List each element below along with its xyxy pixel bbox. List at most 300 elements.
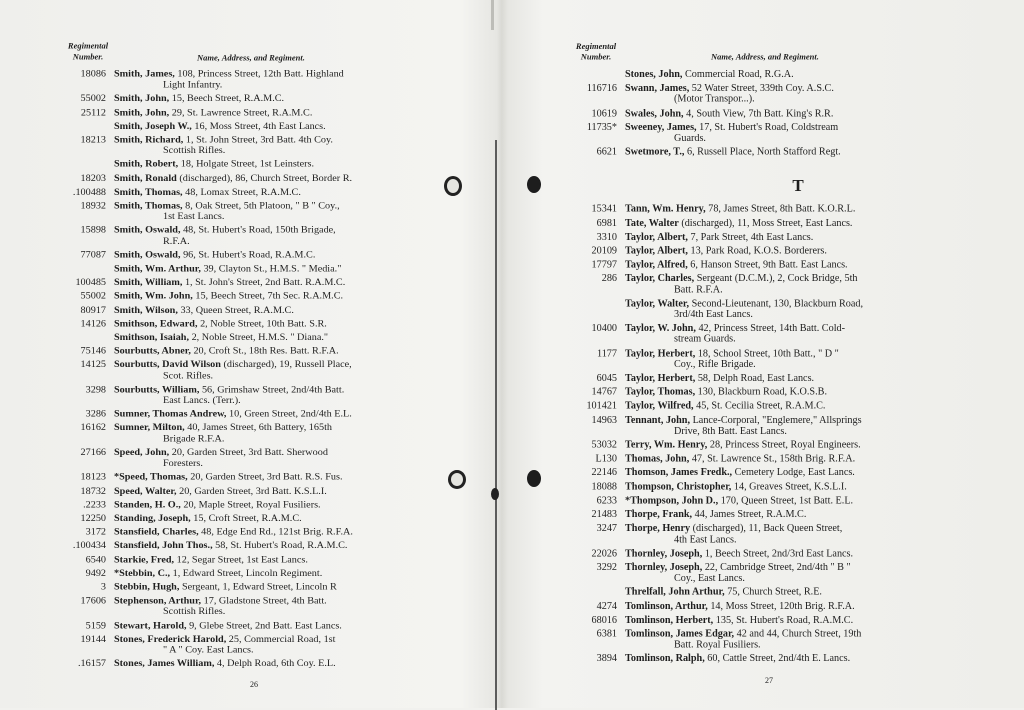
roll-entry xyxy=(44,107,444,118)
address-regiment: 42 and 44, Church Street, 19th xyxy=(736,628,862,640)
reg-header-line1: Regimental xyxy=(575,40,617,51)
address-regiment: 20, Croft St., 18th Res. Batt. R.F.A. xyxy=(193,346,339,357)
roll-entry xyxy=(568,260,968,271)
address-regiment: 39, Clayton St., H.M.S. " Media." xyxy=(203,263,342,275)
entry-text xyxy=(625,495,968,506)
address-regiment: 14, Greaves Street, K.S.L.I. xyxy=(733,481,847,493)
address-regiment: 12, Segar Street, 1st East Lancs. xyxy=(176,554,308,566)
entry-text xyxy=(625,509,968,520)
soldier-name: Taylor, Herbert, xyxy=(625,348,696,360)
soldier-name: Taylor, Albert, xyxy=(625,231,688,243)
address-regiment: 7, Park Street, 4th East Lancs. xyxy=(690,231,814,243)
address-regiment: 1, Beech Street, 2nd/3rd East Lancs. xyxy=(704,548,854,559)
entry-text xyxy=(625,298,968,320)
entry-text xyxy=(625,562,968,584)
roll-entry xyxy=(44,582,444,593)
regimental-number: 6381 xyxy=(596,628,617,640)
regimental-number: 9492 xyxy=(85,568,106,579)
entry-text xyxy=(625,373,968,384)
entry-text xyxy=(114,472,444,483)
roll-entry xyxy=(44,596,444,618)
entry-text xyxy=(625,468,968,479)
soldier-name: Smith, John, xyxy=(114,107,170,118)
regimental-number: 286 xyxy=(601,273,617,285)
name-address-header: Name, Address, and Regiment. xyxy=(711,51,819,62)
entry-text xyxy=(625,629,968,651)
soldier-name: Smith, Oswald, xyxy=(114,249,181,261)
entry-text xyxy=(625,601,968,612)
address-regiment: 48, Lomax Street, R.A.M.C. xyxy=(185,186,301,198)
address-regiment: 170, Queen Street, 1st Batt. E.L. xyxy=(720,495,854,507)
soldier-name: Smith, Robert, xyxy=(114,159,179,171)
address-regiment: (discharged), 19, Russell Place, xyxy=(223,359,352,371)
regimental-number: 6233 xyxy=(596,495,617,507)
soldier-name: Smith, Wm. Arthur, xyxy=(114,263,201,275)
address-regiment: 40, James Street, 6th Battery, 165th xyxy=(187,422,332,434)
roll-entry xyxy=(44,447,444,469)
address-regiment: 47, St. Lawrence St., 158th Brig. R.F.A. xyxy=(691,453,856,465)
address-regiment: 2, Noble Street, 10th Batt. S.R. xyxy=(200,318,327,330)
entry-text xyxy=(114,499,444,510)
entry-text xyxy=(114,513,444,524)
soldier-name: Thorpe, Frank, xyxy=(625,509,693,521)
soldier-name: Stephenson, Arthur, xyxy=(114,595,202,607)
regimental-number: L130 xyxy=(595,453,617,465)
soldier-name: Smith, Thomas, xyxy=(114,186,183,198)
soldier-name: Stebbin, Hugh, xyxy=(114,581,180,593)
address-continuation: Scottish Rifles. xyxy=(163,606,226,618)
regimental-number: 19144 xyxy=(80,633,106,645)
regimental-number: 68016 xyxy=(591,614,617,626)
regimental-number: 10619 xyxy=(591,108,617,119)
roll-entry xyxy=(568,509,968,520)
roll-entry xyxy=(568,615,968,626)
entry-text xyxy=(114,159,444,170)
soldier-name: Stansfield, John Thos., xyxy=(114,540,213,552)
roll-entry xyxy=(568,629,968,651)
roll-entry xyxy=(44,634,444,656)
regimental-number-header xyxy=(58,41,118,62)
entry-text xyxy=(114,346,444,357)
soldier-name: Tate, Walter xyxy=(625,217,679,229)
entry-text xyxy=(114,135,444,157)
address-regiment: 20, Maple Street, Royal Fusiliers. xyxy=(183,499,321,511)
binding-stitch xyxy=(491,488,499,500)
address-regiment: 17, St. Hubert's Road, Coldstream xyxy=(699,122,839,133)
regimental-number: 11735* xyxy=(586,122,617,133)
regimental-number: 3298 xyxy=(85,384,106,396)
address-continuation: Foresters. xyxy=(163,458,203,469)
entry-text xyxy=(625,69,968,80)
roll-entry xyxy=(44,554,444,565)
regimental-number: 77087 xyxy=(80,249,106,261)
address-regiment: 52 Water Street, 339th Coy. A.S.C. xyxy=(691,83,834,95)
name-address-header: Name, Address, and Regiment. xyxy=(197,52,305,63)
soldier-name: Starkie, Fred, xyxy=(114,554,175,566)
soldier-name: Taylor, Walter, xyxy=(625,298,690,310)
address-regiment: Lance-Corporal, "Englemere," Allsprings xyxy=(692,414,862,426)
address-regiment: 20, Garden Street, 3rd Batt. R.S. Fus. xyxy=(190,471,343,483)
entry-text xyxy=(625,548,968,559)
soldier-name: Sumner, Milton, xyxy=(114,422,185,434)
right-page xyxy=(568,38,968,668)
address-regiment: 33, Queen Street, R.A.M.C. xyxy=(180,304,294,316)
regimental-number: 3172 xyxy=(85,526,106,538)
address-regiment: 42, Princess Street, 14th Batt. Cold- xyxy=(698,323,846,335)
roll-entry xyxy=(44,264,444,275)
entry-text xyxy=(625,587,968,598)
entry-text xyxy=(114,94,444,105)
regimental-number: 55002 xyxy=(80,93,106,105)
roll-entry xyxy=(568,373,968,384)
spine-fold xyxy=(495,140,497,710)
entry-text xyxy=(114,554,444,565)
regimental-number: 18086 xyxy=(80,68,106,80)
soldier-name: Taylor, Wilfred, xyxy=(625,400,694,412)
soldier-name: *Speed, Thomas, xyxy=(114,471,188,483)
roll-entry xyxy=(568,415,968,437)
roll-entry xyxy=(44,360,444,382)
binding-hole xyxy=(527,176,541,193)
soldier-name: *Stebbin, C., xyxy=(114,568,171,579)
entry-text xyxy=(625,274,968,296)
soldier-name: Tomlinson, Herbert, xyxy=(625,614,714,626)
address-regiment: 13, Park Road, K.O.S. Borderers. xyxy=(690,245,827,257)
regimental-number: 17606 xyxy=(80,595,106,607)
roll-entry xyxy=(44,659,444,670)
address-regiment: Cemetery Lodge, East Lancs. xyxy=(734,467,855,479)
soldier-name: Smith, Ronald xyxy=(114,173,177,184)
entry-text xyxy=(114,277,444,288)
regimental-number: 17797 xyxy=(591,259,617,271)
entry-text xyxy=(114,225,444,247)
regimental-number: 1177 xyxy=(597,348,617,360)
soldier-name: Smith, John, xyxy=(114,93,170,105)
roll-entry xyxy=(568,323,968,345)
soldier-name: Stewart, Harold, xyxy=(114,620,187,631)
address-continuation: Drive, 8th Batt. East Lancs. xyxy=(674,425,787,437)
soldier-name: Speed, Walter, xyxy=(114,485,177,497)
soldier-name: Tomlinson, Ralph, xyxy=(625,653,705,665)
entry-text xyxy=(625,654,968,665)
roll-entry xyxy=(568,108,968,119)
address-continuation: Scot. Rifles. xyxy=(163,370,214,382)
entry-text xyxy=(625,147,968,158)
address-regiment: 28, Princess Street, Royal Engineers. xyxy=(709,439,861,451)
soldier-name: Smithson, Isaiah, xyxy=(114,332,190,343)
address-regiment: Sergeant, 1, Edward Street, Lincoln R xyxy=(181,581,337,593)
roll-entry xyxy=(44,173,444,184)
address-regiment: 6, Russell Place, North Stafford Regt. xyxy=(686,146,841,158)
regimental-number: 22026 xyxy=(591,548,617,559)
soldier-name: Smith, Wilson, xyxy=(114,304,178,316)
entry-text xyxy=(114,121,444,132)
entry-text xyxy=(625,218,968,229)
regimental-number-header xyxy=(566,41,626,63)
entry-text xyxy=(114,107,444,118)
address-regiment: 2, Noble Street, H.M.S. " Diana." xyxy=(191,332,329,343)
address-regiment: 58, Delph Road, East Lancs. xyxy=(697,373,815,384)
roll-entry xyxy=(568,246,968,257)
soldier-name: Speed, John, xyxy=(114,447,170,458)
roll-entry xyxy=(568,454,968,465)
address-regiment: 48, St. Hubert's Road, 150th Brigade, xyxy=(183,225,336,236)
regimental-number: 14126 xyxy=(80,318,106,330)
entry-text xyxy=(114,596,444,618)
address-regiment: 96, St. Hubert's Road, R.A.M.C. xyxy=(183,249,316,261)
entry-text xyxy=(114,332,444,343)
address-continuation: Batt. R.F.A. xyxy=(674,284,723,296)
address-regiment: (discharged), 11, Moss Street, East Lancs. xyxy=(681,217,853,229)
entry-text xyxy=(625,440,968,451)
binding-hole xyxy=(527,470,541,487)
address-regiment: 48, Edge End Rd., 121st Brig. R.F.A. xyxy=(201,526,353,538)
soldier-name: Sourbutts, William, xyxy=(114,384,200,396)
regimental-number: 18732 xyxy=(80,485,106,497)
soldier-name: Smith, Thomas, xyxy=(114,200,183,212)
regimental-number: 18932 xyxy=(80,200,106,212)
regimental-number: 22146 xyxy=(591,467,617,479)
entry-spacer xyxy=(568,665,968,668)
regimental-number: 18203 xyxy=(80,173,106,184)
entry-text xyxy=(625,108,968,119)
address-regiment: 78, James Street, 8th Batt. K.O.R.L. xyxy=(708,203,856,215)
regimental-number: .100488 xyxy=(72,186,106,198)
soldier-name: Swales, John, xyxy=(625,108,684,119)
address-regiment: 29, St. Lawrence Street, R.A.M.C. xyxy=(171,107,313,118)
soldier-name: Swetmore, T., xyxy=(625,146,685,158)
regimental-number: 3292 xyxy=(596,562,617,573)
soldier-name: *Thompson, John D., xyxy=(625,495,719,507)
roll-entry xyxy=(44,121,444,132)
roll-entry xyxy=(568,83,968,105)
entry-text xyxy=(114,360,444,382)
soldier-name: Standen, H. O., xyxy=(114,499,181,511)
entry-text xyxy=(625,401,968,412)
roll-entry xyxy=(44,250,444,261)
entry-text xyxy=(625,415,968,437)
regimental-number: 18213 xyxy=(80,134,106,146)
entry-text xyxy=(114,659,444,670)
entry-text xyxy=(114,319,444,330)
address-regiment: 45, St. Cecilia Street, R.A.M.C. xyxy=(696,400,826,412)
roll-entry xyxy=(568,401,968,412)
regimental-number: 10400 xyxy=(591,323,617,335)
entry-text xyxy=(114,291,444,302)
regimental-number: 14963 xyxy=(591,414,617,426)
address-continuation: Scottish Rifles. xyxy=(163,145,226,157)
roll-entry xyxy=(568,147,968,158)
roll-entry xyxy=(568,482,968,493)
address-continuation: East Lancs. (Terr.). xyxy=(163,395,241,406)
entry-text xyxy=(625,204,968,215)
soldier-name: Taylor, Albert, xyxy=(625,245,688,257)
address-regiment: (discharged), 11, Back Queen Street, xyxy=(692,523,843,535)
roll-entry xyxy=(568,387,968,398)
roll-entry xyxy=(568,440,968,451)
address-regiment: 4, South View, 7th Batt. King's R.R. xyxy=(686,108,834,119)
soldier-name: Sweeney, James, xyxy=(625,122,697,133)
address-continuation: Guards. xyxy=(674,133,706,144)
soldier-name: Thorpe, Henry xyxy=(625,523,691,535)
soldier-name: Taylor, Herbert, xyxy=(625,373,696,384)
entry-spacer xyxy=(44,669,444,672)
spine-gutter xyxy=(491,0,494,30)
entry-text xyxy=(625,122,968,144)
binding-hole xyxy=(448,470,466,489)
address-regiment: 1, St. John's Street, 2nd Batt. R.A.M.C. xyxy=(184,277,346,288)
roll-entry xyxy=(568,348,968,370)
entry-text xyxy=(625,348,968,370)
regimental-number: 80917 xyxy=(80,304,106,316)
regimental-number: 21483 xyxy=(591,509,617,521)
address-regiment: 4, Delph Road, 6th Coy. E.L. xyxy=(216,658,336,670)
address-regiment: 25, Commercial Road, 1st xyxy=(228,633,336,645)
address-continuation: Brigade R.F.A. xyxy=(163,433,225,445)
soldier-name: Stones, John, xyxy=(625,69,683,81)
soldier-name: Thornley, Joseph, xyxy=(625,562,703,573)
entry-text xyxy=(625,387,968,398)
regimental-number: .100434 xyxy=(72,540,106,552)
soldier-name: Sourbutts, Abner, xyxy=(114,346,191,357)
address-regiment: 15, Croft Street, R.A.M.C. xyxy=(193,513,302,524)
address-regiment: 135, St. Hubert's Road, R.A.M.C. xyxy=(715,614,854,626)
entry-text xyxy=(625,232,968,243)
address-regiment: 58, St. Hubert's Road, R.A.M.C. xyxy=(215,540,348,552)
page-number-right: 27 xyxy=(765,676,773,685)
entry-text xyxy=(114,201,444,223)
left-roll-list xyxy=(44,69,444,672)
entry-text xyxy=(114,582,444,593)
entry-text xyxy=(625,615,968,626)
address-regiment: 16, Moss Street, 4th East Lancs. xyxy=(194,121,326,132)
roll-entry xyxy=(44,346,444,357)
entry-text xyxy=(114,187,444,198)
roll-entry xyxy=(44,94,444,105)
regimental-number: 75146 xyxy=(80,346,106,357)
entry-text xyxy=(114,447,444,469)
soldier-name: Sourbutts, David Wilson xyxy=(114,359,221,371)
regimental-number: 6540 xyxy=(85,554,106,566)
roll-entry xyxy=(44,620,444,631)
address-regiment: 20, Garden Street, 3rd Batt. Sherwood xyxy=(171,447,328,458)
entry-text xyxy=(625,482,968,493)
entry-text xyxy=(114,250,444,261)
regimental-number: 3894 xyxy=(596,653,617,665)
soldier-name: Standing, Joseph, xyxy=(114,513,191,524)
roll-entry xyxy=(568,468,968,479)
address-regiment: 8, Oak Street, 5th Platoon, " B " Coy., xyxy=(185,200,340,212)
reg-header-line2: Number. xyxy=(580,51,612,62)
regimental-number: 25112 xyxy=(80,107,106,118)
address-continuation: " A " Coy. East Lancs. xyxy=(163,644,254,656)
address-continuation: R.F.A. xyxy=(163,236,190,247)
address-continuation: 4th East Lancs. xyxy=(674,534,737,546)
left-page xyxy=(44,38,444,672)
regimental-number: 3286 xyxy=(85,408,106,420)
soldier-name: Smith, Wm. John, xyxy=(114,291,193,302)
roll-entry xyxy=(44,486,444,497)
regimental-number: 6621 xyxy=(596,146,617,158)
regimental-number: 53032 xyxy=(591,439,617,451)
address-regiment: 75, Church Street, R.E. xyxy=(727,586,822,598)
soldier-name: Taylor, Alfred, xyxy=(625,259,688,271)
soldier-name: Tomlinson, Arthur, xyxy=(625,600,708,612)
address-regiment: Commercial Road, R.G.A. xyxy=(685,69,794,81)
roll-entry xyxy=(568,548,968,559)
roll-entry xyxy=(568,654,968,665)
regimental-number: 3310 xyxy=(596,231,617,243)
roll-entry xyxy=(44,568,444,579)
soldier-name: Tomlinson, James Edgar, xyxy=(625,628,735,640)
roll-entry xyxy=(568,587,968,598)
roll-entry xyxy=(44,499,444,510)
regimental-number: 20109 xyxy=(591,245,617,257)
address-regiment: 44, James Street, R.A.M.C. xyxy=(694,509,807,521)
address-continuation: (Motor Transpor...). xyxy=(674,94,755,106)
entry-text xyxy=(114,409,444,420)
soldier-name: Smith, Joseph W., xyxy=(114,121,192,132)
address-regiment: 18, Holgate Street, 1st Leinsters. xyxy=(180,159,315,171)
address-regiment: 14, Moss Street, 120th Brig. R.F.A. xyxy=(710,600,855,612)
roll-entry xyxy=(44,409,444,420)
roll-entry xyxy=(44,159,444,170)
address-regiment: 10, Green Street, 2nd/4th E.L. xyxy=(229,408,352,420)
regimental-number: 18123 xyxy=(80,471,106,483)
entry-text xyxy=(114,173,444,184)
regimental-number: .2233 xyxy=(83,499,106,511)
address-continuation: Batt. Royal Fusiliers. xyxy=(674,639,761,651)
regimental-number: 14125 xyxy=(80,359,106,371)
soldier-name: Thornley, Joseph, xyxy=(625,548,703,559)
regimental-number: 101421 xyxy=(586,400,617,412)
soldier-name: Terry, Wm. Henry, xyxy=(625,439,708,451)
entry-text xyxy=(625,260,968,271)
reg-header-line2: Number. xyxy=(72,51,104,62)
address-continuation: stream Guards. xyxy=(674,334,736,346)
roll-entry xyxy=(44,201,444,223)
address-regiment: 18, School Street, 10th Batt., " D " xyxy=(697,348,839,360)
column-header xyxy=(44,38,444,69)
soldier-name: Smith, Oswald, xyxy=(114,225,181,236)
address-regiment: 15, Beech Street, R.A.M.C. xyxy=(171,93,285,105)
soldier-name: Threlfall, John Arthur, xyxy=(625,586,725,598)
column-header xyxy=(568,38,968,69)
roll-entry xyxy=(568,601,968,612)
roll-entry xyxy=(44,305,444,316)
soldier-name: Taylor, Charles, xyxy=(625,273,695,285)
soldier-name: Stones, Frederick Harold, xyxy=(114,633,227,645)
address-regiment: 130, Blackburn Road, K.O.S.B. xyxy=(697,387,827,398)
soldier-name: Sumner, Thomas Andrew, xyxy=(114,408,227,420)
soldier-name: Smith, James, xyxy=(114,68,175,80)
soldier-name: Tennant, John, xyxy=(625,414,691,426)
soldier-name: Taylor, Thomas, xyxy=(625,387,696,398)
regimental-number: 5159 xyxy=(85,620,106,631)
roll-entry xyxy=(44,135,444,157)
regimental-number: 55002 xyxy=(80,291,106,302)
roll-entry xyxy=(568,218,968,229)
roll-entry xyxy=(568,562,968,584)
entry-text xyxy=(114,527,444,538)
reg-header-line1: Regimental xyxy=(67,40,109,51)
address-regiment: 56, Grimshaw Street, 2nd/4th Batt. xyxy=(201,384,345,396)
roll-entry xyxy=(44,423,444,445)
regimental-number: 3 xyxy=(100,581,106,593)
soldier-name: Stones, James William, xyxy=(114,658,215,670)
entry-text xyxy=(114,69,444,91)
address-continuation: Coy., Rifle Brigade. xyxy=(674,359,756,371)
